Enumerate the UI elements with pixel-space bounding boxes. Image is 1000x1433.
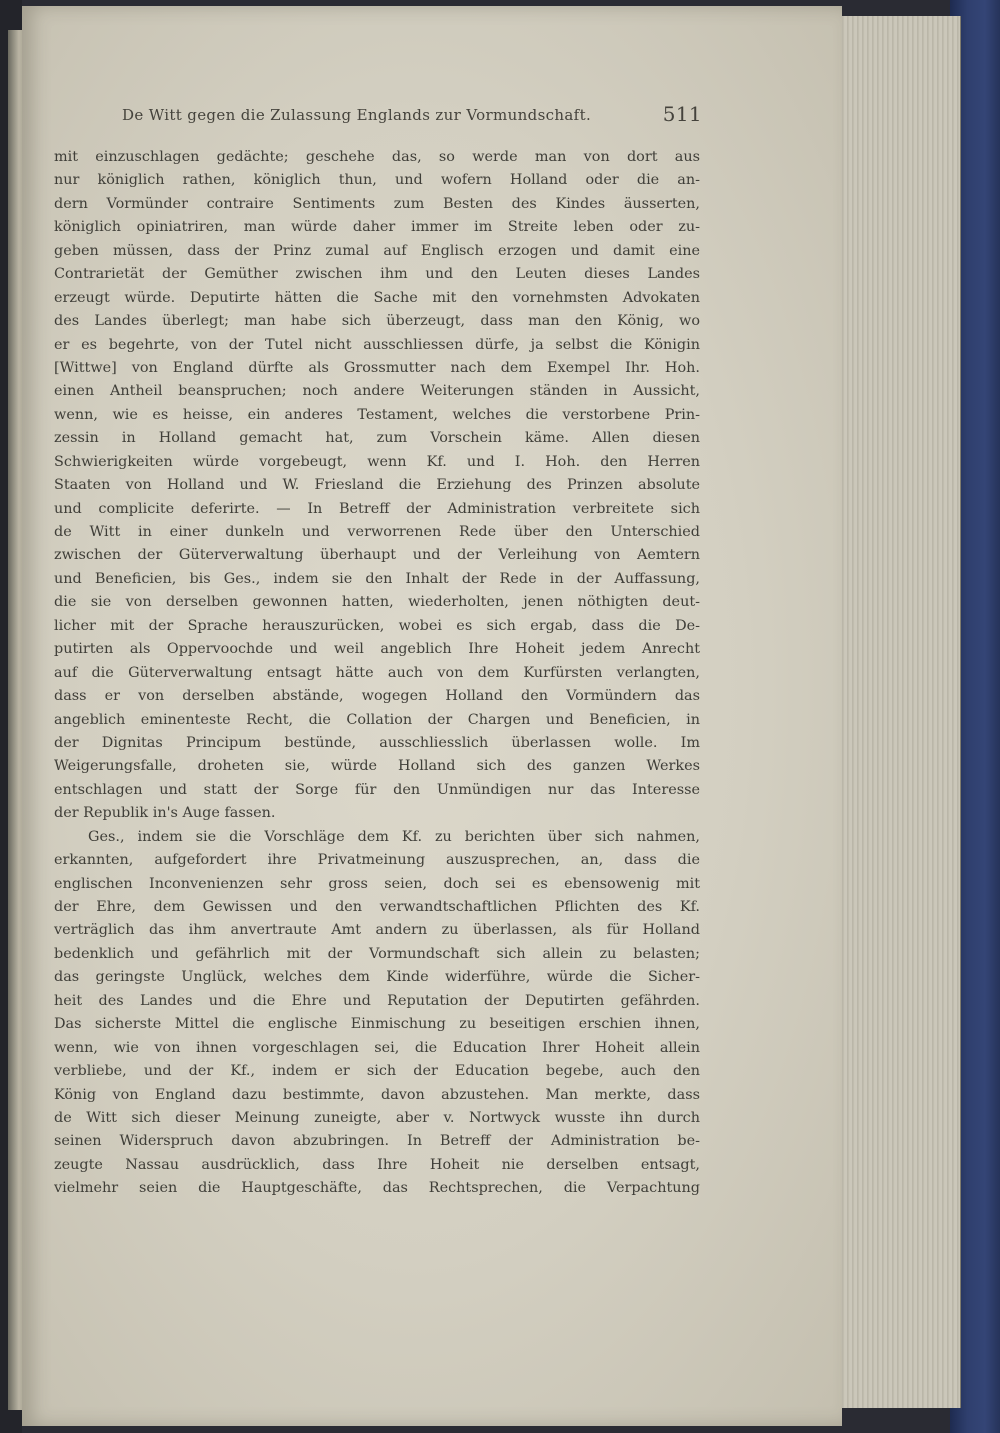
- text-line: erkannten, aufgefordert ihre Privatmeinung auszusprechen, an, dass die: [54, 852, 700, 869]
- text-line: vielmehr seien die Hauptgeschäfte, das Rechtsprechen, die Verpachtung: [54, 1180, 700, 1197]
- text-line: entschlagen und statt der Sorge für den Unmündigen nur das Interesse: [54, 781, 700, 798]
- text-line: des Landes überlegt; man habe sich überzeugt, dass man den König, wo: [54, 313, 700, 330]
- text-line: heit des Landes und die Ehre und Reputation der Deputirten gefährden.: [54, 992, 700, 1009]
- text-line: er es begehrte, von der Tutel nicht ausschliessen dürfe, ja selbst die Königin: [54, 336, 700, 353]
- text-line: zessin in Holland gemacht hat, zum Vorschein käme. Allen diesen: [54, 430, 700, 447]
- text-line: zwischen der Güterverwaltung überhaupt und der Verleihung von Aemtern: [54, 547, 700, 564]
- text-line: Ges., indem sie die Vorschläge dem Kf. zu berichten über sich nahmen,: [88, 828, 700, 845]
- page-number: 511: [662, 102, 702, 126]
- text-line: das geringste Unglück, welches dem Kinde widerführe, würde die Sicher-: [54, 969, 700, 986]
- text-line: de Witt in einer dunkeln und verworrenen Rede über den Unterschied: [54, 524, 700, 540]
- text-line: licher mit der Sprache herauszurücken, wobei es sich ergab, dass die De-: [54, 617, 700, 634]
- text-line: angeblich eminenteste Recht, die Collation der Chargen und Beneficien, in: [54, 711, 700, 728]
- text-line: nur königlich rathen, königlich thun, und wofern Holland oder die an-: [54, 172, 700, 189]
- text-line: wenn, wie es heisse, ein anderes Testament, welches die verstorbene Prin-: [54, 406, 700, 423]
- text-line: die sie von derselben gewonnen hatten, wiederholten, jenen nöthigten deut-: [54, 594, 700, 611]
- text-line: dass er von derselben abstände, wogegen Holland den Vormündern das: [54, 688, 700, 705]
- text-line: [Wittwe] von England dürfte als Grossmutter nach dem Exempel Ihr. Hoh.: [54, 359, 700, 376]
- body-text: [54, 146, 700, 1201]
- text-line: erzeugt würde. Deputirte hätten die Sache mit den vornehmsten Advokaten: [54, 289, 700, 306]
- text-line: auf die Güterverwaltung entsagt hätte auch von dem Kurfürsten verlangten,: [54, 664, 700, 681]
- text-line: und Beneficien, bis Ges., indem sie den Inhalt der Rede in der Auffassung,: [54, 570, 700, 587]
- text-line: Schwierigkeiten würde vorgebeugt, wenn Kf. und I. Hoh. den Herren: [54, 453, 700, 470]
- text-line: seinen Widerspruch davon abzubringen. In Betreff der Administration be-: [54, 1133, 700, 1150]
- running-head: [122, 102, 702, 132]
- text-line: König von England dazu bestimmte, davon abzustehen. Man merkte, dass: [54, 1086, 700, 1103]
- text-line: Contrarietät der Gemüther zwischen ihm und den Leuten dieses Landes: [54, 266, 700, 283]
- text-line: putirten als Oppervoochde und weil angeblich Ihre Hoheit jedem Anrecht: [54, 641, 700, 658]
- text-line: zeugte Nassau ausdrücklich, dass Ihre Hoheit nie derselben entsagt,: [54, 1156, 700, 1173]
- paragraph: [54, 146, 700, 826]
- text-line: geben müssen, dass der Prinz zumal auf Englisch erzogen und damit eine: [54, 242, 700, 259]
- paragraph: [54, 826, 700, 1201]
- text-line: dern Vormünder contraire Sentiments zum Besten des Kindes äusserten,: [54, 195, 700, 212]
- text-line: und complicite deferirte. — In Betreff der Administration verbreitete sich: [54, 500, 700, 517]
- text-line: bedenklich und gefährlich mit der Vormundschaft sich allein zu belasten;: [54, 945, 700, 962]
- text-line: verbliebe, und der Kf., indem er sich der Education begebe, auch den: [54, 1063, 700, 1080]
- text-line: Staaten von Holland und W. Friesland die Erziehung des Prinzen absolute: [54, 477, 700, 494]
- text-line: der Dignitas Principum bestünde, ausschliesslich überlassen wolle. Im: [54, 734, 700, 751]
- text-line: der Republik in's Auge fassen.: [54, 805, 276, 822]
- text-line: verträglich das ihm anvertraute Amt andern zu überlassen, als für Holland: [54, 922, 700, 939]
- text-line: englischen Inconvenienzen sehr gross seien, doch sei es ebensowenig mit: [54, 875, 700, 892]
- text-line: de Witt sich dieser Meinung zuneigte, aber v. Nortwyck wusste ihn durch: [54, 1109, 700, 1126]
- text-line: Weigerungsfalle, droheten sie, würde Holland sich des ganzen Werkes: [54, 758, 700, 775]
- text-line: wenn, wie von ihnen vorgeschlagen sei, die Education Ihrer Hoheit allein: [54, 1039, 700, 1056]
- text-line: königlich opiniatriren, man würde daher immer im Streite leben oder zu-: [54, 219, 700, 236]
- running-head-title: De Witt gegen die Zulassung Englands zur Vormundschaft.: [122, 106, 592, 124]
- text-line: der Ehre, dem Gewissen und den verwandtschaftlichen Pflichten des Kf.: [54, 899, 700, 915]
- text-line: Das sicherste Mittel die englische Einmischung zu beseitigen erschien ihnen,: [54, 1016, 700, 1033]
- text-line: mit einzuschlagen gedächte; geschehe das, so werde man von dort aus: [54, 149, 700, 165]
- text-line: einen Antheil beanspruchen; noch andere Weiterungen ständen in Aussicht,: [54, 383, 700, 400]
